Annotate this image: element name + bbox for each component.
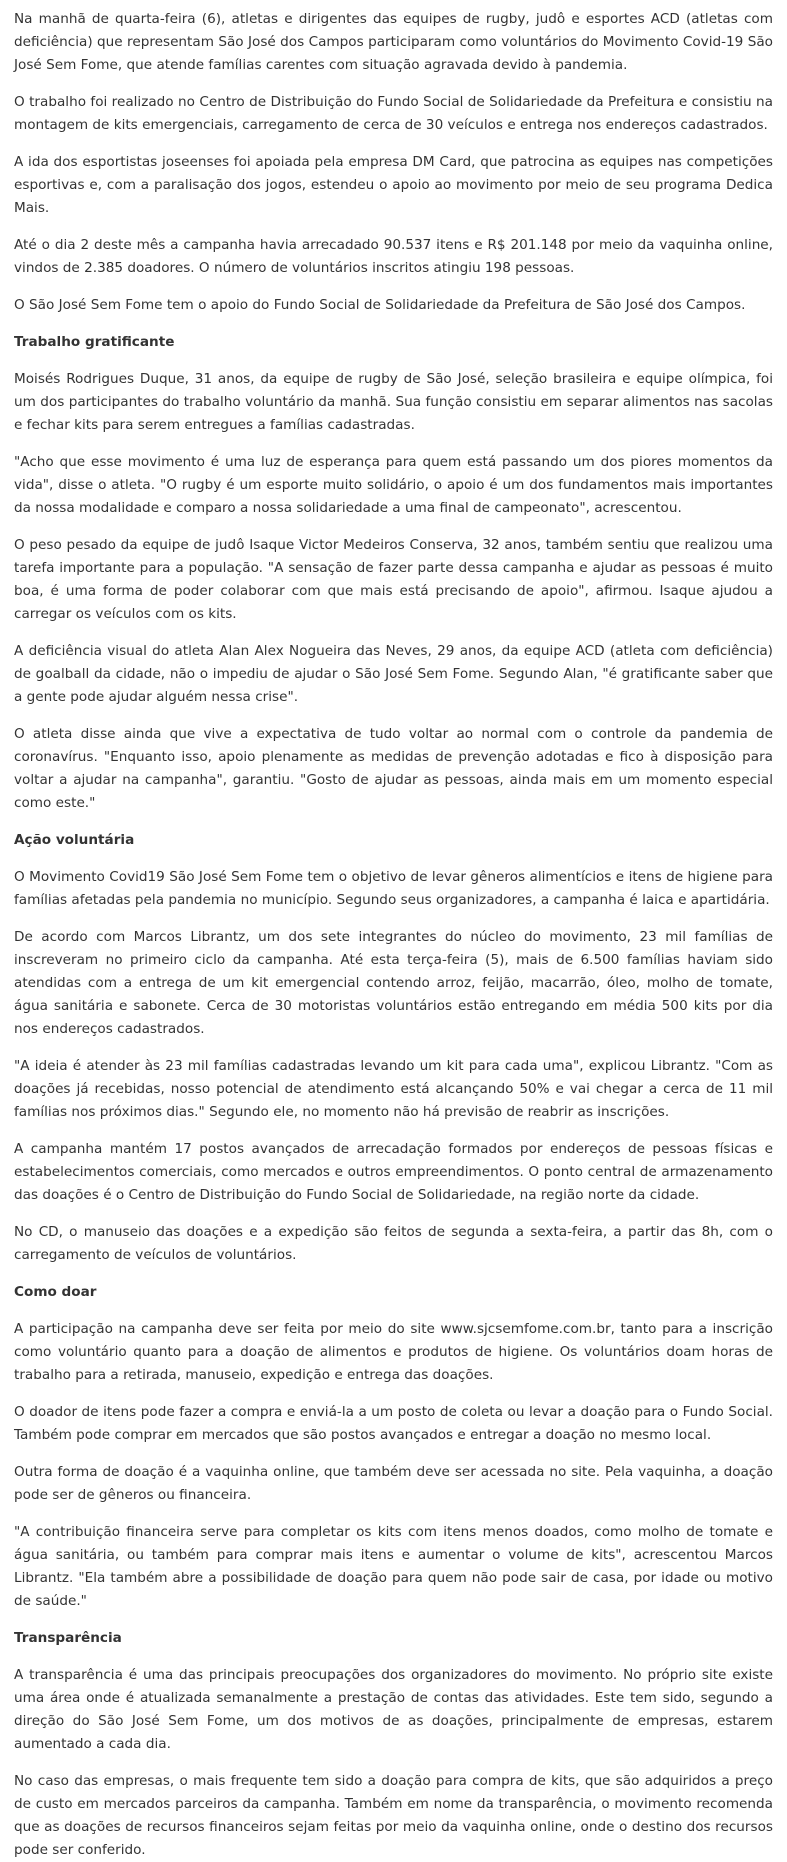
article-paragraph: O trabalho foi realizado no Centro de Distribuição do Fundo Social de Solidariedade da Prefeitura e consistiu na montagem de kits emergenciais, carregamento de cerca de 30 veículos e entrega nos endereços cadastrados. [14,94,773,133]
article-paragraph: O doador de itens pode fazer a compra e enviá-la a um posto de coleta ou levar a doação para o Fundo Social. Também pode comprar em mercados que são postos avançados e entregar a doação no mesmo local. [14,1404,773,1443]
article-paragraph: A transparência é uma das principais preocupações dos organizadores do movimento. No próprio site existe uma área onde é atualizada semanalmente a prestação de contas das atividades. Este tem sido, segundo a direção do São José Sem Fome, um dos motivos de as doações, principalmente de empresas, estarem aumentado a cada dia. [14,1667,773,1752]
article-paragraph: O São José Sem Fome tem o apoio do Fundo Social de Solidariedade da Prefeitura de São José dos Campos. [14,297,746,313]
article-paragraph: A deficiência visual do atleta Alan Alex Nogueira das Neves, 29 anos, da equipe ACD (atleta com deficiência) de goalball da cidade, não o impediu de ajudar o São José Sem Fome. Segundo Alan, "é gratificante saber que a gente pode ajudar alguém nessa crise". [14,643,773,705]
article-paragraph: Outra forma de doação é a vaquinha online, que também deve ser acessada no site. Pela vaquinha, a doação pode ser de gêneros ou financeira. [14,1464,773,1503]
article-paragraph: "A ideia é atender às 23 mil famílias cadastradas levando um kit para cada uma", explicou Librantz. "Com as doações já recebidas, nosso potencial de atendimento está alcançando 50% e vai chegar a cerca de 11 mil famílias nos próximos dias." Segundo ele, no momento não há previsão de reabrir as inscrições. [14,1058,773,1120]
section-heading: Trabalho gratificante [14,334,175,350]
article-paragraph: A ida dos esportistas joseenses foi apoiada pela empresa DM Card, que patrocina as equipes nas competições esportivas e, com a paralisação dos jogos, estendeu o apoio ao movimento por meio de seu programa Dedica Mais. [14,154,773,216]
section-heading: Transparência [14,1630,122,1646]
section-heading: Ação voluntária [14,832,135,848]
article-paragraph: "Acho que esse movimento é uma luz de esperança para quem está passando um dos piores momentos da vida", disse o atleta. "O rugby é um esporte muito solidário, o apoio é um dos fundamentos mais importantes da nossa modalidade e comparo a nossa solidariedade a uma final de campeonato", acrescentou. [14,454,773,516]
article-paragraph: Na manhã de quarta-feira (6), atletas e dirigentes das equipes de rugby, judô e esportes ACD (atletas com deficiência) que representam São José dos Campos participaram como voluntários do Movimento Covid-19 São José Sem Fome, que atende famílias carentes com situação agravada devido à pandemia. [14,11,773,73]
article-paragraph: O Movimento Covid19 São José Sem Fome tem o objetivo de levar gêneros alimentícios e itens de higiene para famílias afetadas pela pandemia no município. Segundo seus organizadores, a campanha é laica e apartidária. [14,869,773,908]
article-paragraph: "A contribuição financeira serve para completar os kits com itens menos doados, como molho de tomate e água sanitária, ou também para comprar mais itens e aumentar o volume de kits", acrescentou Marcos Librantz. "Ela também abre a possibilidade de doação para quem não pode sair de casa, por idade ou motivo de saúde." [14,1524,773,1609]
article-paragraph: No caso das empresas, o mais frequente tem sido a doação para compra de kits, que são adquiridos a preço de custo em mercados parceiros da campanha. Também em nome da transparência, o movimento recomenda que as doações de recursos financeiros sejam feitas por meio da vaquinha online, onde o destino dos recursos pode ser conferido. [14,1773,773,1858]
article-paragraph: O peso pesado da equipe de judô Isaque Victor Medeiros Conserva, 32 anos, também sentiu que realizou uma tarefa importante para a população. "A sensação de fazer parte dessa campanha e ajudar as pessoas é muito boa, é uma forma de poder colaborar com que mais está precisando de apoio", afirmou. Isaque ajudou a carregar os veículos com os kits. [14,537,773,622]
section-heading: Como doar [14,1284,97,1300]
article-paragraph: De acordo com Marcos Librantz, um dos sete integrantes do núcleo do movimento, 23 mil famílias de inscreveram no primeiro ciclo da campanha. Até esta terça-feira (5), mais de 6.500 famílias haviam sido atendidas com a entrega de um kit emergencial contendo arroz, feijão, macarrão, óleo, molho de tomate, água sanitária e sabonete. Cerca de 30 motoristas voluntários estão entregando em média 500 kits por dia nos endereços cadastrados. [14,929,773,1037]
article-paragraph: Moisés Rodrigues Duque, 31 anos, da equipe de rugby de São José, seleção brasileira e equipe olímpica, foi um dos participantes do trabalho voluntário da manhã. Sua função consistiu em separar alimentos nas sacolas e fechar kits para serem entregues a famílias cadastradas. [14,371,773,433]
article-paragraph: No CD, o manuseio das doações e a expedição são feitos de segunda a sexta-feira, a partir das 8h, com o carregamento de veículos de voluntários. [14,1224,773,1263]
article-paragraph: O atleta disse ainda que vive a expectativa de tudo voltar ao normal com o controle da pandemia de coronavírus. "Enquanto isso, apoio plenamente as medidas de prevenção adotadas e fico à disposição para voltar a ajudar na campanha", garantiu. "Gosto de ajudar as pessoas, ainda mais em um momento especial como este." [14,726,773,811]
article-paragraph: A participação na campanha deve ser feita por meio do site www.sjcsemfome.com.br, tanto para a inscrição como voluntário quanto para a doação de alimentos e produtos de higiene. Os voluntários doam horas de trabalho para a retirada, manuseio, expedição e entrega das doações. [14,1321,773,1383]
article-paragraph: Até o dia 2 deste mês a campanha havia arrecadado 90.537 itens e R$ 201.148 por meio da vaquinha online, vindos de 2.385 doadores. O número de voluntários inscritos atingiu 198 pessoas. [14,237,773,276]
article-paragraph: A campanha mantém 17 postos avançados de arrecadação formados por endereços de pessoas físicas e estabelecimentos comerciais, como mercados e outros empreendimentos. O ponto central de armazenamento das doações é o Centro de Distribuição do Fundo Social de Solidariedade, na região norte da cidade. [14,1141,773,1203]
